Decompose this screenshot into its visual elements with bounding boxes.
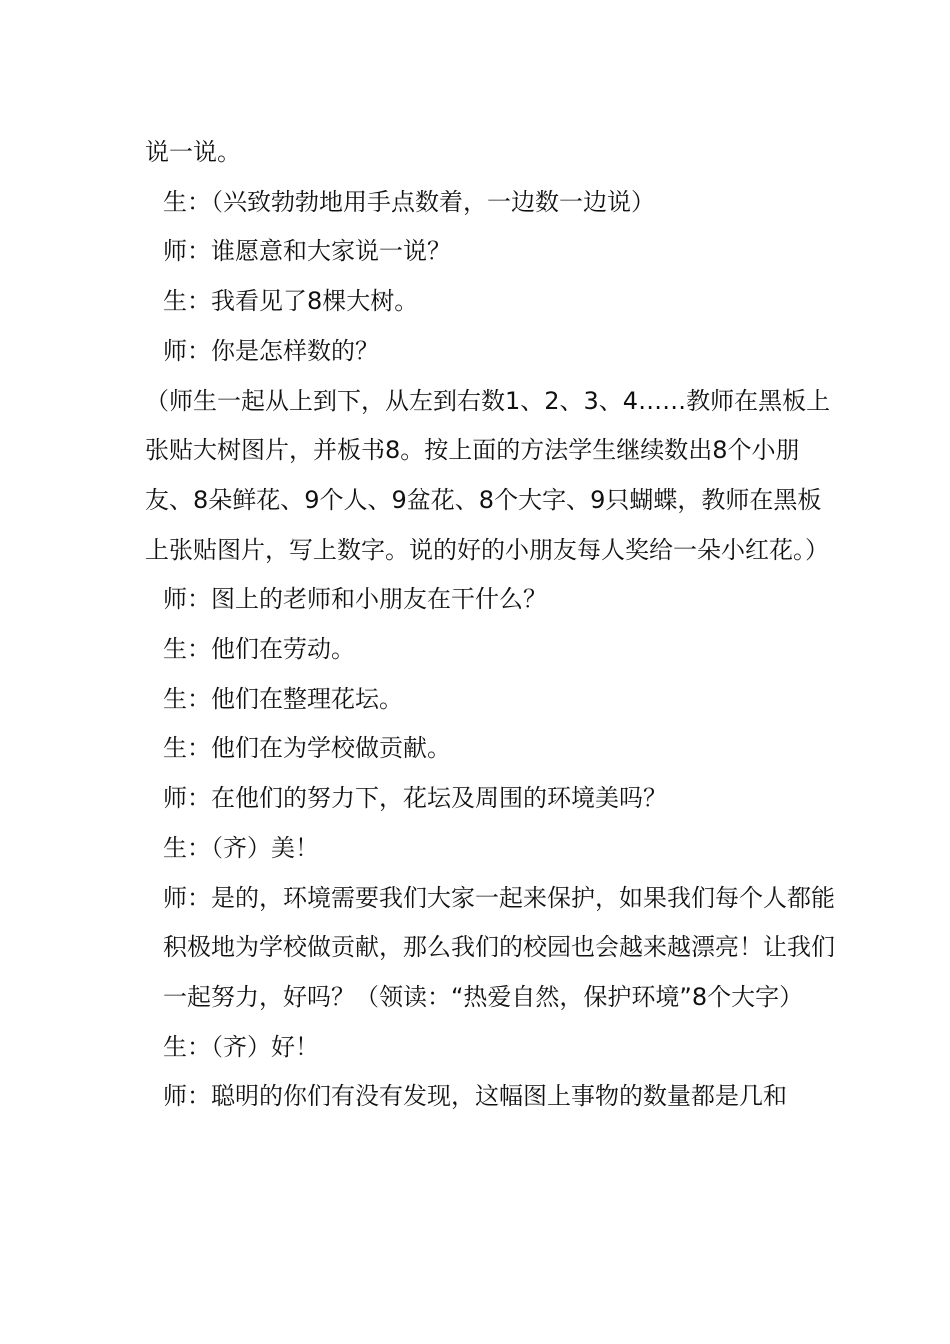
dialogue-line: 生：他们在劳动。 <box>163 635 355 664</box>
dialogue-line: 师：图上的老师和小朋友在干什么？ <box>163 585 547 614</box>
dialogue-line: 生：（兴致勃勃地用手点数着，一边数一边说） <box>163 187 655 216</box>
dialogue-line: 师：在他们的努力下，花坛及周围的环境美吗？ <box>163 784 667 813</box>
dialogue-line: 生：（齐）好！ <box>163 1032 319 1061</box>
dialogue-line: 师：谁愿意和大家说一说？ <box>163 237 451 266</box>
paragraph-intro: 说一说。 <box>145 138 241 166</box>
dialogue-line: 师：你是怎样数的？ <box>163 336 379 365</box>
dialogue-line: 生：他们在整理花坛。 <box>163 684 403 713</box>
dialogue-line: 生：我看见了8棵大树。 <box>163 287 419 316</box>
dialogue-line: 师：聪明的你们有没有发现，这幅图上事物的数量都是几和 <box>163 1082 787 1111</box>
dialogue-line: 生：他们在为学校做贡献。 <box>163 734 451 763</box>
dialogue-line: 师：是的，环境需要我们大家一起来保护，如果我们每个人都能积极地为学校做贡献，那么我们的校园也会越来越漂亮！让我们一起努力，好吗？（领读：“热爱自然，保护环境”8个大字） <box>163 883 835 1011</box>
dialogue-line: 生：（齐）美！ <box>163 833 319 862</box>
document-body <box>145 128 835 1122</box>
stage-direction-paragraph: （师生一起从上到下，从左到右数1、2、3、4……教师在黑板上张贴大树图片，并板书8。按上面的方法学生继续数出8个小朋友、8朵鲜花、9个人、9盆花、8个大字、9只蝴蝶，教师在黑板上张贴图片，写上数字。说的好的小朋友每人奖给一朵小红花。） <box>145 386 831 564</box>
